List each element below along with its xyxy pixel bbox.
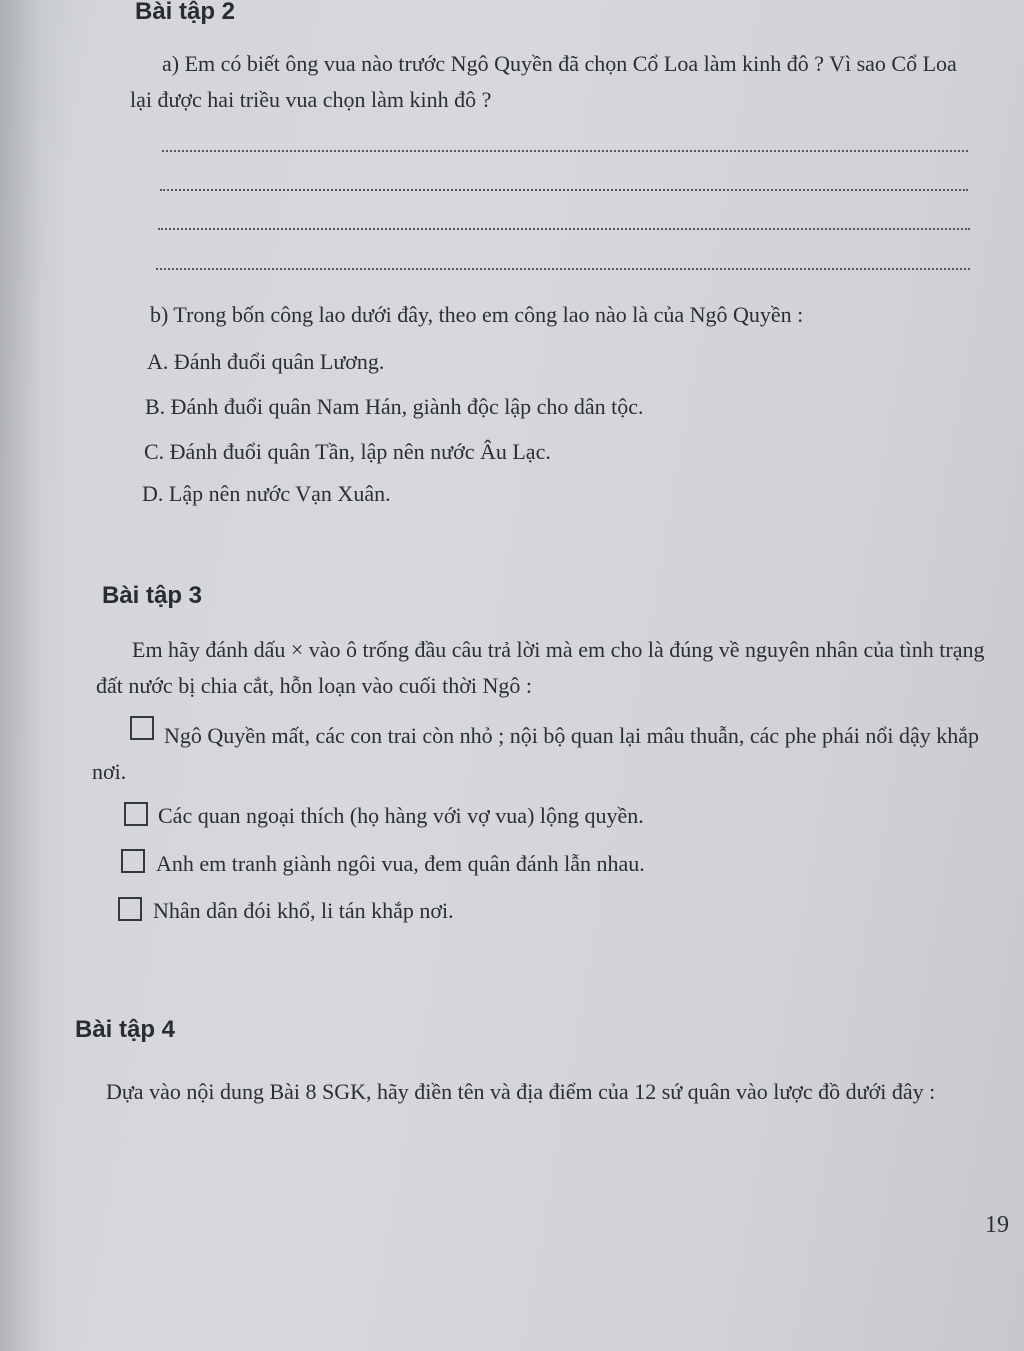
exercise-4-heading: Bài tập 4 (75, 1016, 176, 1043)
choice-1-text: Ngô Quyền mất, các con trai còn nhỏ ; nội bộ quan lại mâu thuẫn, các phe phái nổi dậy khắp nơi. (92, 723, 979, 784)
exercise-2-question-b: b) Trong bốn công lao dưới đây, theo em công lao nào là của Ngô Quyền : (150, 302, 804, 327)
choice-3-checkbox[interactable] (121, 849, 145, 873)
choice-2-checkbox[interactable] (124, 802, 148, 826)
choice-4-text: Nhân dân đói khổ, li tán khắp nơi. (153, 898, 454, 923)
exercise-2-option-c: C. Đánh đuổi quân Tần, lập nên nước Âu Lạc. (144, 439, 551, 464)
page-binding-shadow (0, 0, 70, 1351)
exercise-2-option-d: D. Lập nên nước Vạn Xuân. (142, 481, 391, 506)
answer-line-3[interactable] (158, 228, 970, 230)
answer-line-2[interactable] (160, 189, 968, 191)
exercise-2-question-a: a) Em có biết ông vua nào trước Ngô Quyền đã chọn Cổ Loa làm kinh đô ? Vì sao Cổ Loa lại được hai triều vua chọn làm kinh đô ? (130, 51, 957, 112)
page-number: 19 (985, 1212, 1009, 1238)
choice-3-text: Anh em tranh giành ngôi vua, đem quân đánh lẫn nhau. (156, 851, 645, 876)
answer-line-4[interactable] (156, 268, 970, 270)
exercise-3-heading: Bài tập 3 (102, 582, 203, 609)
choice-2-text: Các quan ngoại thích (họ hàng với vợ vua) lộng quyền. (158, 803, 644, 828)
exercise-2-option-a: A. Đánh đuổi quân Lương. (147, 349, 385, 374)
answer-line-1[interactable] (162, 150, 968, 152)
exercise-3-instruction: Em hãy đánh dấu × vào ô trống đầu câu trả lời mà em cho là đúng về nguyên nhân của tình trạng đất nước bị chia cắt, hỗn loạn vào cuối thời Ngô : (96, 637, 985, 698)
exercise-2-heading: Bài tập 2 (135, 0, 236, 25)
choice-4-checkbox[interactable] (118, 897, 142, 921)
exercise-2-option-b: B. Đánh đuổi quân Nam Hán, giành độc lập cho dân tộc. (145, 394, 644, 419)
exercise-4-instruction: Dựa vào nội dung Bài 8 SGK, hãy điền tên và địa điểm của 12 sứ quân vào lược đồ dưới đây : (106, 1079, 936, 1104)
